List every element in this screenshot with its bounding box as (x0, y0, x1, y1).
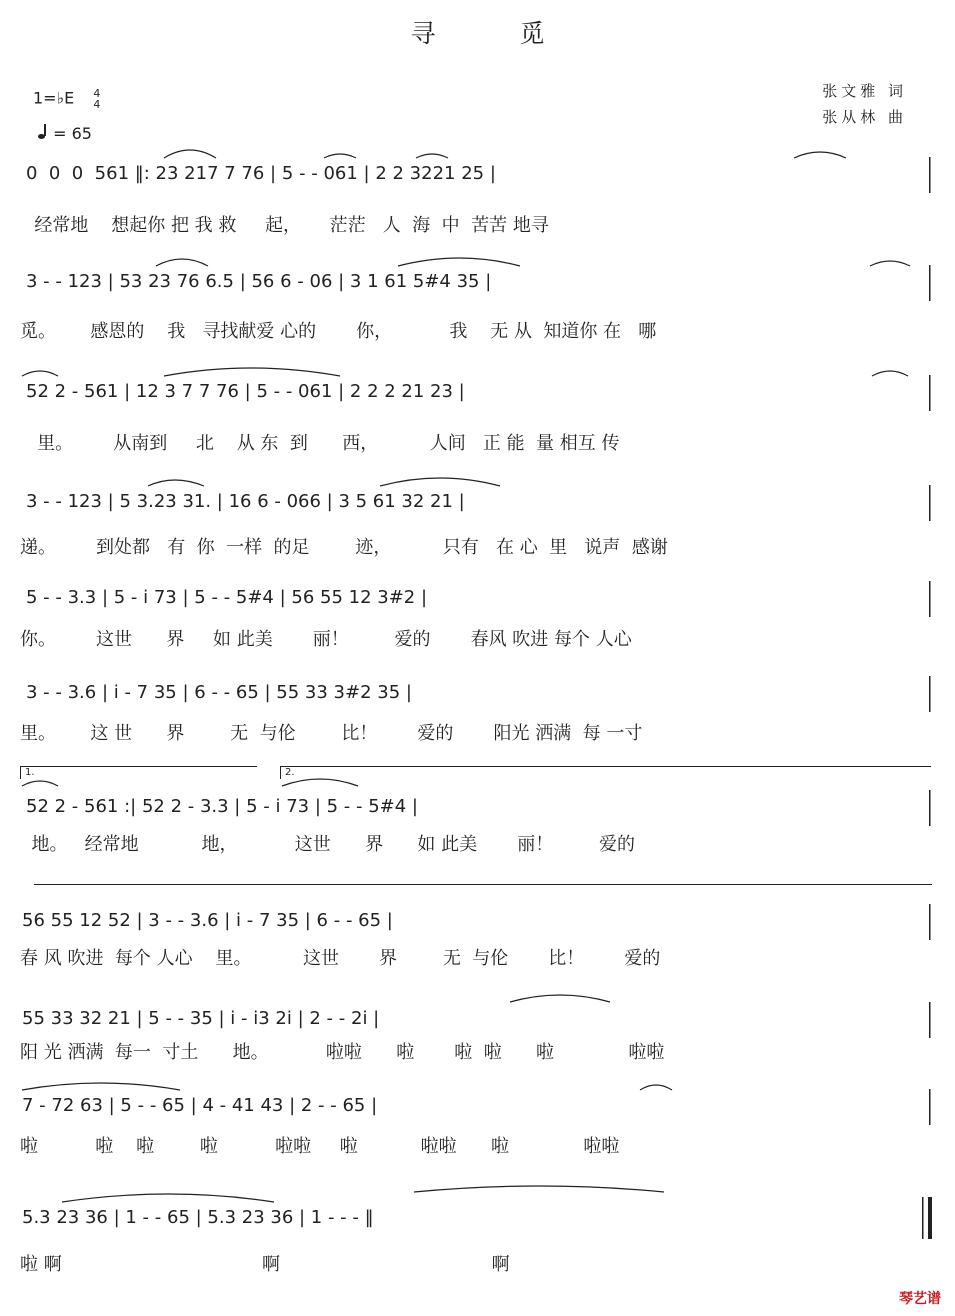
slur-4 (794, 152, 846, 158)
barline-end-2 (929, 265, 931, 301)
tempo-value: = 65 (53, 124, 92, 143)
slur-10 (872, 371, 908, 376)
slur-5 (156, 259, 208, 266)
notes-text-3: 52 2 - 561 | 12 3 7 7 76 | 5 - - 061 | 2 2 2 21 23 | (26, 381, 465, 402)
lyricist-credit: 张文雅 词 (822, 82, 907, 100)
notes-text-8: 56 55 12 52 | 3 - - 3.6 | i - 7 35 | 6 - - 65 | (22, 910, 393, 931)
slur-15 (510, 995, 610, 1002)
slur-8 (22, 371, 58, 376)
slur-19 (414, 1186, 664, 1192)
song-title: 寻 觅 (410, 19, 583, 48)
composer-credit: 张从林 曲 (822, 108, 907, 126)
barline-end-6 (929, 676, 931, 712)
lyrics-line-11: 啦 啊 啊 啊 (20, 1254, 510, 1275)
lyrics-line-10: 啦 啦 啦 啦 啦啦 啦 啦啦 啦 啦啦 (20, 1136, 620, 1157)
lyrics-line-4: 递。 到处都 有 你 一样 的足 迹， 只有 在 心 里 说声 感谢 (20, 537, 668, 558)
slur-3 (416, 154, 448, 158)
lyrics-line-6: 里。 这 世 界 无 与伦 比！ 爱的 阳光 洒满 每 一寸 (20, 723, 643, 744)
barline-end-9 (929, 1002, 931, 1038)
time-signature-top: 4 (93, 87, 101, 100)
lyrics-line-2: 觅。 感恩的 我 寻找献爱 心的 你， 我 无 从 知道你 在 哪 (20, 321, 657, 342)
slur-18 (62, 1194, 274, 1202)
slur-2 (324, 154, 356, 158)
notes-text-7: 52 2 - 561 :| 52 2 - 3.3 | 5 - i 73 | 5 - - 5#4 | (26, 796, 419, 817)
barline-end-3 (929, 375, 931, 411)
key-text: 1=♭E (33, 88, 75, 108)
barline-end-8 (929, 904, 931, 940)
lyrics-line-1: 经常地 想起你 把 我 救 起， 茫茫 人 海 中 苦苦 地寻 (0, 215, 549, 236)
notes-text-2: 3 - - 123 | 53 23 76 6.5 | 56 6 - 06 | 3 1 61 5#4 35 | (26, 271, 492, 292)
slur-11 (148, 480, 204, 486)
notes-text-11: 5.3 23 36 | 1 - - 65 | 5.3 23 36 | 1 - - - ‖ (22, 1207, 374, 1228)
slur-1 (164, 150, 216, 158)
slur-12 (380, 478, 500, 486)
barline-end-5 (929, 581, 931, 617)
barline-end-7 (929, 790, 931, 826)
slur-16 (22, 1083, 180, 1090)
volta-1-label: 1. (25, 767, 35, 778)
notes-text-9: 55 33 32 21 | 5 - - 35 | i - i3 2i | 2 - - 2i | (22, 1008, 380, 1029)
lyrics-line-3: 里。 从南到 北 从 东 到 西， 人间 正 能 量 相互 传 (20, 433, 620, 454)
notes-text-10: 7 - 72 63 | 5 - - 65 | 4 - 41 43 | 2 - - 65 | (22, 1095, 378, 1116)
barline-end-4 (929, 485, 931, 521)
notes-text-5: 5 - - 3.3 | 5 - i 73 | 5 - - 5#4 | 56 55 12 3#2 | (26, 587, 428, 608)
lyrics-line-5: 你。 这世 界 如 此美 丽！ 爱的 春风 吹进 每个 人心 (20, 629, 632, 650)
lyrics-line-9: 阳 光 洒满 每一 寸土 地。 啦啦 啦 啦 啦 啦 啦啦 (20, 1042, 665, 1063)
slur-13 (22, 781, 58, 786)
notes-text-4: 3 - - 123 | 5 3.23 31. | 16 6 - 066 | 3 5 61 32 21 | (26, 491, 465, 512)
site-logo: 琴艺谱 (899, 1291, 941, 1307)
notes-text-1: 0 0 0 561 ‖: 23 217 7 76 | 5 - - 061 | 2 2 3221 25 | (26, 163, 496, 184)
final-barline-thin (922, 1197, 924, 1239)
barline-end-1 (929, 157, 931, 193)
slur-7 (870, 261, 910, 266)
lyrics-line-8: 春 风 吹进 每个 人心 里。 这世 界 无 与伦 比！ 爱的 (20, 948, 661, 969)
time-signature-bottom: 4 (93, 98, 101, 111)
slur-6 (398, 258, 520, 266)
final-barline-thick (928, 1197, 932, 1239)
slur-14 (282, 779, 358, 786)
barline-end-10 (929, 1089, 931, 1125)
volta-2-label: 2. (285, 767, 295, 778)
notes-text-6: 3 - - 3.6 | i - 7 35 | 6 - - 65 | 55 33 3#2 35 | (26, 682, 412, 703)
lyrics-line-7: 地。 经常地 地， 这世 界 如 此美 丽！ 爱的 (20, 834, 635, 855)
slur-9 (164, 368, 340, 376)
slur-17 (640, 1085, 672, 1090)
